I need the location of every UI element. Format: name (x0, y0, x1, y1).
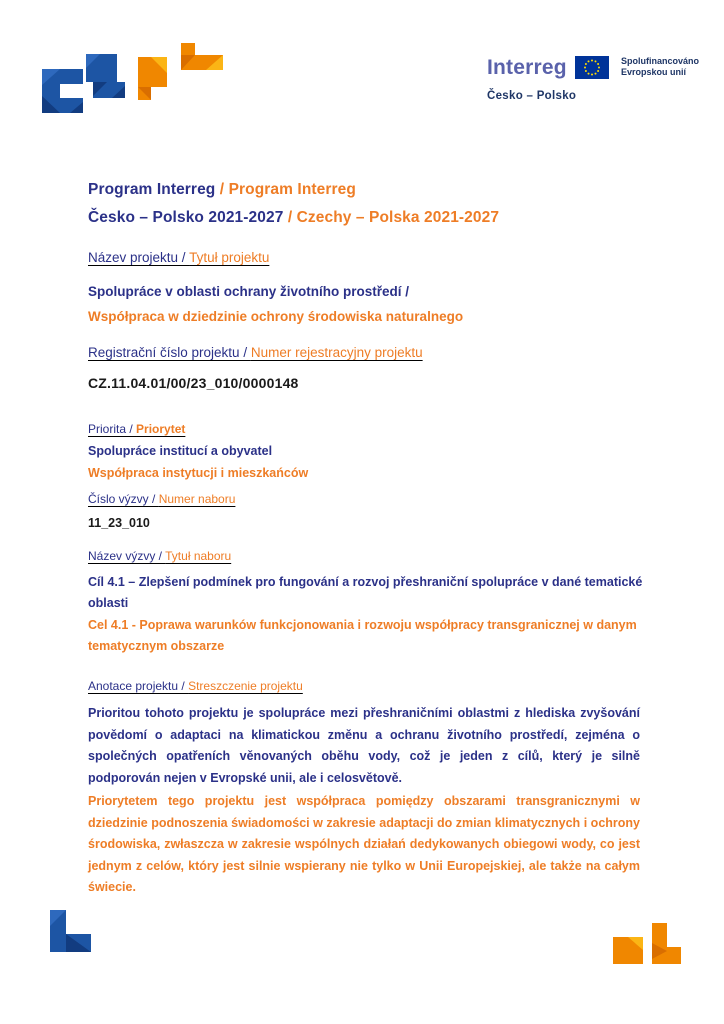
section-heading-priority (88, 422, 185, 436)
eu-cofunded-text (621, 56, 699, 78)
call-number-value: 11_23_010 (88, 516, 150, 530)
title-line-2 (88, 204, 499, 232)
call-name-value-pl: Cel 4.1 - Poprawa warunków funkcjonowania i rozwoju współpracy transgranicznej w danym tematycznym obszarze (88, 618, 637, 653)
heading-call-name-cs: Název výzvy / (88, 549, 166, 563)
heading-call-number-pl: Numer naboru (158, 492, 236, 506)
heading-registration-pl: Numer rejestracyjny projektu (250, 345, 423, 360)
title-line1-cs: Program Interreg (88, 181, 220, 198)
section-heading-call-name (88, 549, 231, 563)
interreg-wordmark: Interreg (487, 56, 567, 79)
eu-cofunded-line1: Spolufinancováno (621, 56, 700, 66)
section-heading-registration (88, 345, 423, 360)
section-heading-project-name (88, 250, 269, 265)
title-line2-pl: / Czechy – Polska 2021-2027 (287, 209, 500, 226)
project-name-pl: Współpraca w dziedzinie ochrony środowiska naturalnego (88, 309, 464, 324)
heading-priority-pl: Priorytet (136, 422, 186, 436)
project-name-cs: Spolupráce v oblasti ochrany životního prostředí / (88, 284, 410, 299)
section-heading-annotation (88, 679, 303, 693)
corner-shape-orange-square-icon (613, 937, 643, 969)
corner-shape-blue-l-icon (44, 908, 94, 959)
heading-registration-cs: Registrační číslo projektu / (88, 345, 251, 360)
eu-flag-icon (575, 56, 609, 84)
heading-annotation-pl: Streszczenie projektu (188, 679, 303, 693)
program-name: Česko – Polsko (487, 90, 577, 102)
czpl-logo-icon (40, 40, 225, 123)
section-heading-call-number (88, 492, 235, 506)
heading-annotation-cs: Anotace projektu / (88, 679, 189, 693)
eu-cofunded-line2: Evropskou unií (621, 67, 687, 77)
annotation-paragraph-cs: Prioritou tohoto projektu je spolupráce mezi přeshraničními oblastmi z hlediska zvyšování povědomí o adaptaci na klimatickou změnu a ochranu životního prostředí, zejména o společných opatřeních věnovaných oběhu vody, což je jeden z cílů, který je silně podporován nejen v Evropské unii, ale i celosvětově. (88, 706, 640, 785)
title-line1-pl: / Program Interreg (219, 181, 356, 198)
priority-value-pl: Współpraca instytucji i mieszkańców (88, 466, 309, 480)
document-title (88, 176, 499, 232)
priority-value-cs: Spolupráce institucí a obyvatel (88, 444, 273, 458)
title-line2-cs: Česko – Polsko 2021-2027 (88, 209, 288, 226)
call-name-value-cs: Cíl 4.1 – Zlepšení podmínek pro fungování a rozvoj přeshraniční spolupráce v dané tematické oblasti (88, 575, 643, 610)
heading-project-name-cs: Název projektu / (88, 250, 190, 265)
title-line-1 (88, 176, 499, 204)
registration-number-value: CZ.11.04.01/00/23_010/0000148 (88, 375, 299, 391)
heading-priority-cs: Priorita / (88, 422, 137, 436)
corner-shape-orange-l-icon (652, 923, 682, 969)
annotation-paragraph-pl: Priorytetem tego projektu jest współpraca pomiędzy obszarami transgranicznymi w dziedzinie podnoszenia świadomości w zakresie adaptacji do zmian klimatycznych i ochrony środowiska, zwłaszcza w zakresie wspólnych działań dedykowanych obiegowi wody, co jest jednym z celów, który jest silnie wspierany nie tylko w Unii Europejskiej, ale także na całym świecie. (88, 794, 640, 894)
heading-project-name-pl: Tytuł projektu (189, 250, 270, 265)
heading-call-name-pl: Tytuł naboru (165, 549, 232, 563)
heading-call-number-cs: Číslo výzvy / (88, 492, 159, 506)
